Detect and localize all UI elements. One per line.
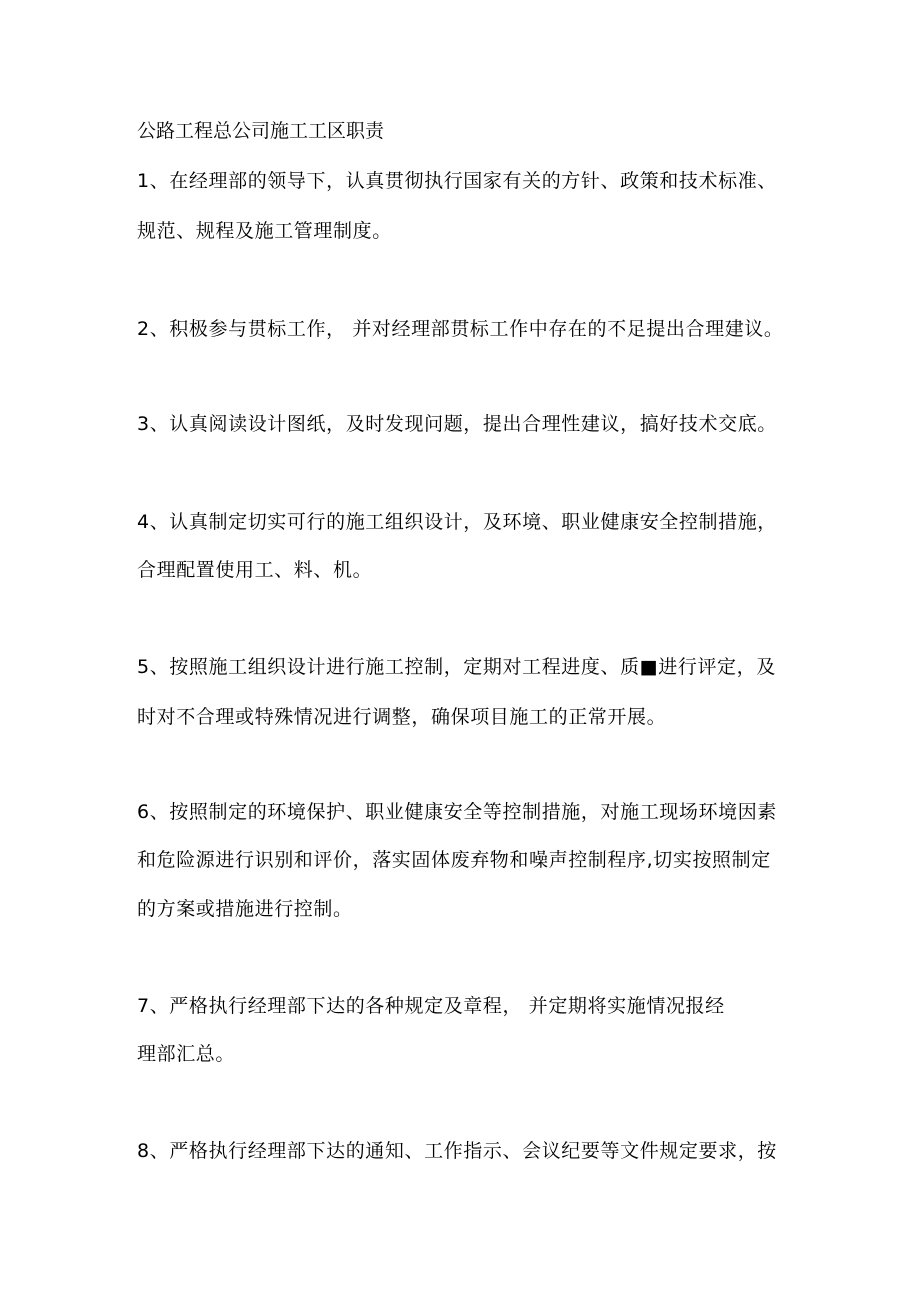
item-3-line-1: 3、认真阅读设计图纸，及时发现问题，提出合理性建议，搞好技术交底。	[137, 413, 777, 435]
item-2-line-1: 2、积极参与贯标工作， 并对经理部贯标工作中存在的不足提出合理建议。	[137, 318, 784, 340]
item-1-line-2: 规范、规程及施工管理制度。	[137, 220, 392, 242]
item-6-line-3: 的方案或措施进行控制。	[137, 898, 353, 920]
item-1-line-1: 1、在经理部的领导下，认真贯彻执行国家有关的方针、政策和技术标准、	[137, 170, 777, 192]
item-7-line-1: 7、严格执行经理部下达的各种规定及章程， 并定期将实施情况报经	[137, 995, 725, 1017]
item-5-line-1: 5、按照施工组织设计进行施工控制，定期对工程进度、质■进行评定，及	[137, 656, 776, 678]
item-8-line-1: 8、严格执行经理部下达的通知、工作指示、会议纪要等文件规定要求，按	[137, 1140, 777, 1162]
item-6-line-2: 和危险源进行识别和评价，落实固体废弃物和噪声控制程序,切实按照制定	[137, 849, 771, 871]
document-title: 公路工程总公司施工工区职责	[137, 120, 385, 142]
item-5-line-2: 时对不合理或特殊情况进行调整，确保项目施工的正常开展。	[137, 706, 667, 728]
item-4-line-1: 4、认真制定切实可行的施工组织设计，及环境、职业健康安全控制措施，	[137, 511, 777, 533]
item-4-line-2: 合理配置使用工、料、机。	[137, 559, 373, 581]
item-6-line-1: 6、按照制定的环境保护、职业健康安全等控制措施，对施工现场环境因素	[137, 801, 777, 823]
item-7-line-2: 理部汇总。	[137, 1043, 236, 1065]
